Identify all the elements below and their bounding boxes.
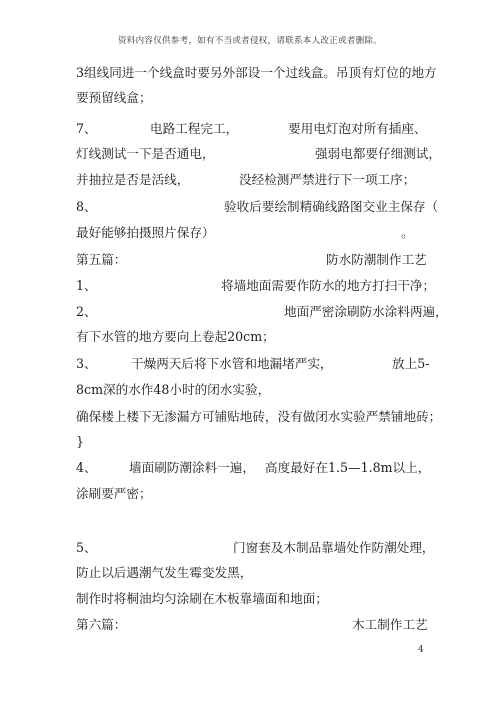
text-line [76, 172, 426, 188]
text-segment: 木工制作工艺 [352, 617, 428, 632]
text-line [76, 409, 442, 425]
text-segment: 强弱电都要仔细测试， [315, 146, 441, 161]
text-segment: 第六篇： [76, 617, 127, 632]
text-line [76, 121, 426, 137]
text-line [76, 65, 437, 81]
text-line [76, 382, 426, 398]
text-segment: 1、 [76, 278, 97, 293]
text-line [76, 591, 426, 607]
text-segment: 防止以后遇潮气发生霉变发黑， [76, 565, 253, 580]
text-segment: 防水防潮制作工艺 [326, 252, 427, 267]
text-segment: 要预留线盒； [76, 90, 152, 105]
text-line [76, 486, 426, 502]
text-segment: 干燥两天后将下水管和地漏堵严实， [131, 356, 333, 371]
text-segment: 8cm深的水作48小时的闭水实验， [76, 382, 271, 397]
text-segment: 制作时将桐油均匀涂刷在木板靠墙面和地面； [76, 591, 328, 606]
text-segment: 墙面刷防潮涂料一遍， [129, 460, 255, 475]
text-segment: } [76, 434, 85, 449]
text-segment: 5、 [76, 540, 97, 555]
text-line [76, 356, 430, 372]
text-line [76, 146, 441, 162]
text-segment: 没经检测严禁进行下一项工序； [239, 172, 416, 187]
text-segment: 2、 [76, 304, 97, 319]
text-line [76, 540, 435, 556]
text-segment: 高度最好在1.5—1.8m以上， [265, 460, 431, 475]
text-segment: 并抽拉是否是活线， [76, 172, 190, 187]
text-segment: 。 [401, 225, 414, 240]
text-segment: 门窗套及木制品靠墙处作防潮处理， [233, 540, 435, 555]
text-line [76, 252, 426, 268]
text-line [76, 460, 431, 476]
page-header-disclaimer: 资料内容仅供参考，如有不当或者侵权，请联系本人改正或者删除。 [117, 36, 382, 46]
text-segment: 将墙地面需要作防水的地方打扫干净； [221, 278, 436, 293]
text-segment: 4、 [76, 460, 97, 475]
text-segment: 3组线同进一个线盒时要另外部设一个过线盒。吊顶有灯位的地方 [76, 65, 437, 80]
text-segment: 第五篇： [76, 252, 127, 267]
text-line [76, 434, 426, 450]
text-segment: 最好能够拍摄照片保存） [76, 225, 215, 240]
text-line [76, 90, 426, 106]
text-segment: 8、 [76, 199, 97, 214]
text-line [76, 278, 436, 294]
text-segment: 验收后要绘制精确线路图交业主保存（ [224, 199, 439, 214]
text-segment: 涂刷要严密； [76, 486, 152, 501]
text-line [76, 304, 448, 320]
text-segment: 确保楼上楼下无渗漏方可铺贴地砖，没有做闭水实验严禁铺地砖； [76, 409, 442, 424]
text-line [76, 617, 426, 633]
text-segment: 电路工程完工， [150, 121, 239, 136]
text-segment: 地面严密涂刷防水涂料两遍， [284, 304, 448, 319]
text-line [76, 565, 426, 581]
text-segment: 灯线测试一下是否通电， [76, 146, 215, 161]
text-segment: 7、 [76, 121, 97, 136]
text-line [76, 329, 426, 345]
text-line [76, 225, 426, 241]
page-number: 4 [418, 645, 424, 655]
text-segment: 3、 [76, 356, 97, 371]
text-segment: 要用电灯泡对所有插座、 [288, 121, 427, 136]
text-segment: 有下水管的地方要向上卷起20cm； [76, 329, 275, 344]
text-segment: 放上5- [392, 356, 430, 371]
text-line [76, 199, 439, 215]
